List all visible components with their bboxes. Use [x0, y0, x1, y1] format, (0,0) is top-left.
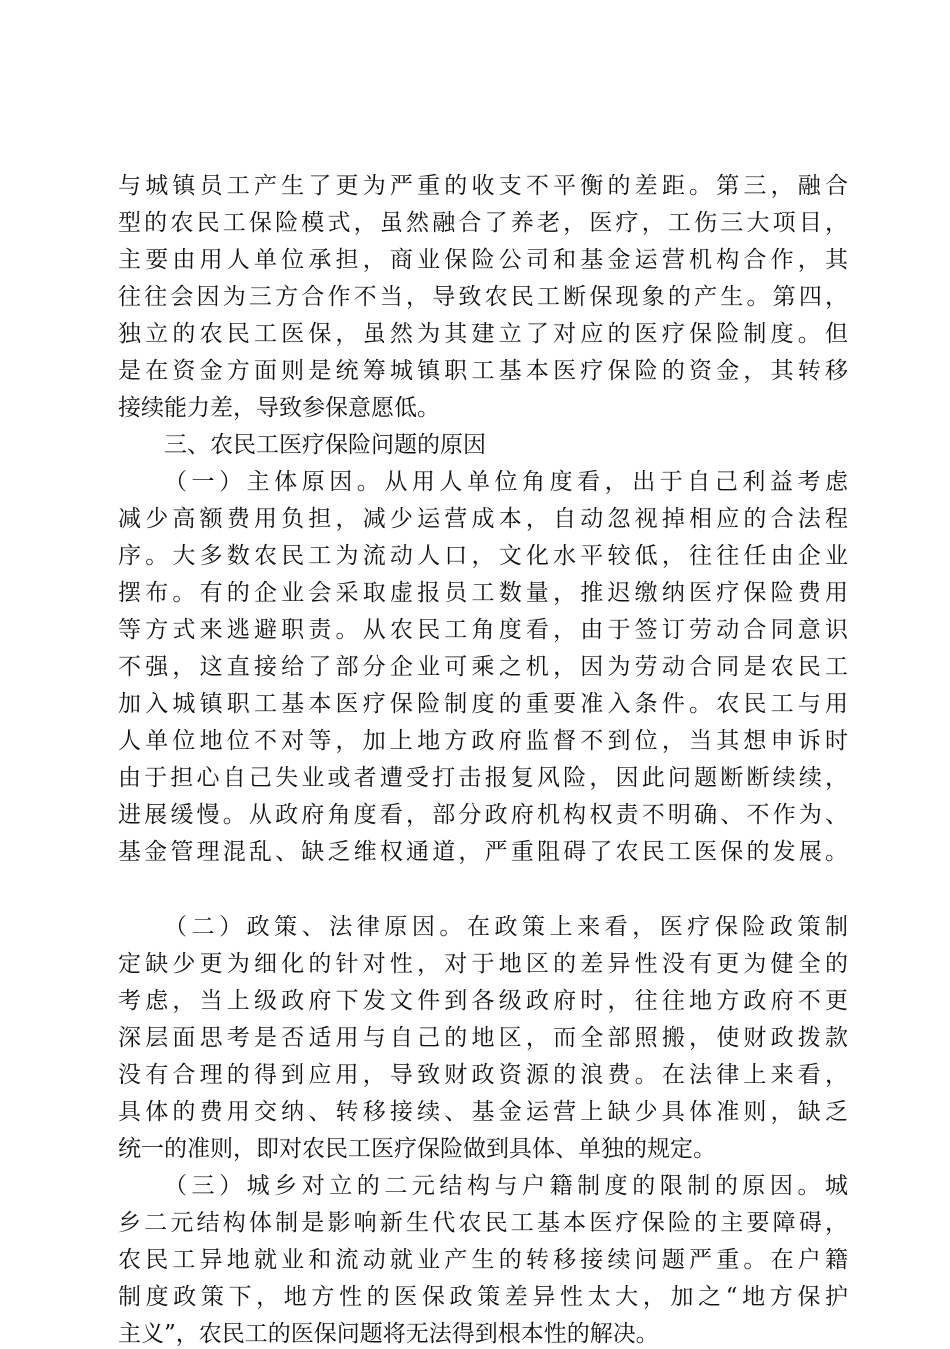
text-line: 没有合理的得到应用，导致财政资源的浪费。在法律上来看，: [118, 1062, 848, 1088]
text-line: 具体的费用交纳、转移接续、基金运营上缺少具体准则，缺乏: [118, 1099, 848, 1125]
text-line: 深层面思考是否适用与自己的地区，而全部照搬，使财政拨款: [118, 1025, 848, 1051]
text-line: 乡二元结构体制是影响新生代农民工基本医疗保险的主要障碍，: [118, 1210, 848, 1236]
text-line: 基金管理混乱、缺乏维权通道，严重阻碍了农民工医保的发展。: [118, 839, 848, 865]
section-heading: 三、农民工医疗保险问题的原因: [164, 432, 486, 458]
text-line: 独立的农民工医保，虽然为其建立了对应的医疗保险制度。但: [118, 321, 848, 347]
text-line: 加入城镇职工基本医疗保险制度的重要准入条件。农民工与用: [118, 691, 848, 717]
text-line: 考虑，当上级政府下发文件到各级政府时，往往地方政府不更: [118, 988, 848, 1014]
text-line: 制度政策下，地方性的医保政策差异性太大，加之“地方保护: [118, 1284, 848, 1310]
text-line: 往往会因为三方合作不当，导致农民工断保现象的产生。第四，: [118, 284, 848, 310]
paragraph-first-line: （二）政策、法律原因。在政策上来看，医疗保险政策制: [164, 914, 848, 940]
text-line: 减少高额费用负担，减少运营成本，自动忽视掉相应的合法程: [118, 506, 848, 532]
text-line: 与城镇员工产生了更为严重的收支不平衡的差距。第三，融合: [118, 173, 848, 199]
text-line: 人单位地位不对等，加上地方政府监督不到位，当其想申诉时: [118, 728, 848, 754]
text-line: 进展缓慢。从政府角度看，部分政府机构权责不明确、不作为、: [118, 802, 848, 828]
text-line: 统一的准则，即对农民工医疗保险做到具体、单独的规定。: [118, 1136, 716, 1162]
text-line: 农民工异地就业和流动就业产生的转移接续问题严重。在户籍: [118, 1247, 848, 1273]
text-line: 型的农民工保险模式，虽然融合了养老，医疗，工伤三大项目，: [118, 210, 848, 236]
text-line: 由于担心自己失业或者遭受打击报复风险，因此问题断断续续，: [118, 765, 848, 791]
text-line: 摆布。有的企业会采取虚报员工数量，推迟缴纳医疗保险费用: [118, 580, 848, 606]
text-line: 等方式来逃避职责。从农民工角度看，由于签订劳动合同意识: [118, 617, 848, 643]
text-line: 序。大多数农民工为流动人口，文化水平较低，往往任由企业: [118, 543, 848, 569]
paragraph-first-line: （三）城乡对立的二元结构与户籍制度的限制的原因。城: [164, 1173, 848, 1199]
paragraph-first-line: （一）主体原因。从用人单位角度看，出于自己利益考虑: [164, 469, 848, 495]
text-line: 定缺少更为细化的针对性，对于地区的差异性没有更为健全的: [118, 951, 848, 977]
text-line: 是在资金方面则是统筹城镇职工基本医疗保险的资金，其转移: [118, 358, 848, 384]
text-line: 不强，这直接给了部分企业可乘之机，因为劳动合同是农民工: [118, 654, 848, 680]
text-line: 接续能力差，导致参保意愿低。: [118, 395, 440, 421]
text-line: 主要由用人单位承担，商业保险公司和基金运营机构合作，其: [118, 247, 848, 273]
text-line: 主义”，农民工的医保问题将无法得到根本性的解决。: [118, 1321, 659, 1347]
